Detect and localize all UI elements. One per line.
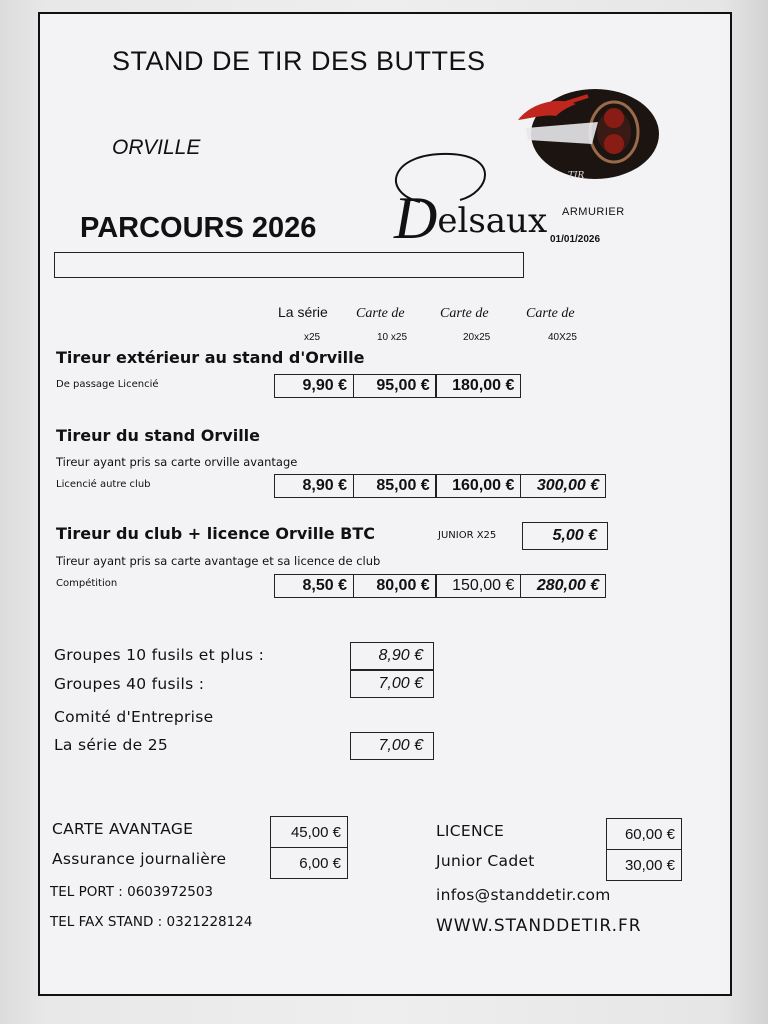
city-label: ORVILLE <box>112 136 201 159</box>
row-label: De passage Licencié <box>56 379 159 390</box>
col-header-serie: La série <box>278 304 328 320</box>
price-row <box>274 474 605 498</box>
junior-label: JUNIOR X25 <box>438 530 497 541</box>
group-label: Groupes 10 fusils et plus : <box>54 646 265 664</box>
brand-rest: elsaux <box>437 201 548 241</box>
parcours-heading: PARCOURS 2026 <box>80 212 317 244</box>
row-label: Compétition <box>56 578 118 589</box>
junior-cadet-label: Junior Cadet <box>436 852 535 870</box>
carte-price-box <box>270 816 348 879</box>
section-note: Tireur ayant pris sa carte avantage et sa licence de club <box>56 554 381 568</box>
col-sub-carte20: 20x25 <box>463 332 491 343</box>
brand-initial: D <box>394 185 438 251</box>
carte-price: 45,00 € <box>290 823 341 841</box>
col-header-carte10: Carte de <box>356 306 405 321</box>
price-cell: 150,00 € <box>435 574 521 598</box>
section-note: Tireur ayant pris sa carte orville avantage <box>56 455 298 469</box>
comite-label: Comité d'Entreprise <box>54 708 214 726</box>
price-cell: 95,00 € <box>353 374 437 398</box>
section-heading: Tireur du stand Orville <box>56 426 261 445</box>
junior-price: 5,00 € <box>522 522 608 550</box>
website-link[interactable]: WWW.STANDDETIR.FR <box>436 916 642 936</box>
brand-subtitle: ARMURIER <box>562 206 625 218</box>
col-sub-carte40: 40X25 <box>548 332 577 343</box>
section-heading: Tireur du club + licence Orville BTC <box>56 524 376 543</box>
tel-port: TEL PORT : 0603972503 <box>50 884 214 900</box>
price-cell: 8,90 € <box>274 474 354 498</box>
col-header-carte40: Carte de <box>526 306 575 321</box>
email-link[interactable]: infos@standdetir.com <box>436 886 611 904</box>
licence-price-box <box>606 818 682 881</box>
price-sheet <box>38 12 732 996</box>
date-label: 01/01/2026 <box>550 234 601 245</box>
licence-label: LICENCE <box>436 822 505 840</box>
row-label: Licencié autre club <box>56 479 151 490</box>
price-cell: 8,50 € <box>274 574 354 598</box>
assurance-price: 6,00 € <box>271 847 347 878</box>
price-row <box>274 574 605 598</box>
assurance-label: Assurance journalière <box>52 850 227 868</box>
price-cell: 160,00 € <box>435 474 521 498</box>
page-title: STAND DE TIR DES BUTTES <box>112 46 486 76</box>
price-row <box>274 374 520 398</box>
group-label: Groupes 40 fusils : <box>54 675 205 693</box>
comite-price: 7,00 € <box>350 732 434 760</box>
junior-cadet-price: 30,00 € <box>607 849 681 880</box>
col-sub-serie: x25 <box>304 332 321 343</box>
tel-fax: TEL FAX STAND : 0321228124 <box>50 914 253 930</box>
price-cell: 9,90 € <box>274 374 354 398</box>
price-cell: 180,00 € <box>435 374 521 398</box>
price-cell: 80,00 € <box>353 574 437 598</box>
col-sub-carte10: 10 x25 <box>377 332 408 343</box>
comite-serie-label: La série de 25 <box>54 736 169 754</box>
col-header-carte20: Carte de <box>440 306 489 321</box>
group-price: 7,00 € <box>350 670 434 698</box>
price-cell: 300,00 € <box>520 474 606 498</box>
section-heading: Tireur extérieur au stand d'Orville <box>56 348 365 367</box>
brand-name <box>394 178 548 251</box>
group-price: 8,90 € <box>350 642 434 670</box>
price-cell: 85,00 € <box>353 474 437 498</box>
carte-avantage-label: CARTE AVANTAGE <box>52 820 194 838</box>
price-cell: 280,00 € <box>520 574 606 598</box>
logo-badge-text: TIR <box>568 171 585 181</box>
empty-banner-box <box>54 252 524 278</box>
licence-price: 60,00 € <box>624 825 675 843</box>
